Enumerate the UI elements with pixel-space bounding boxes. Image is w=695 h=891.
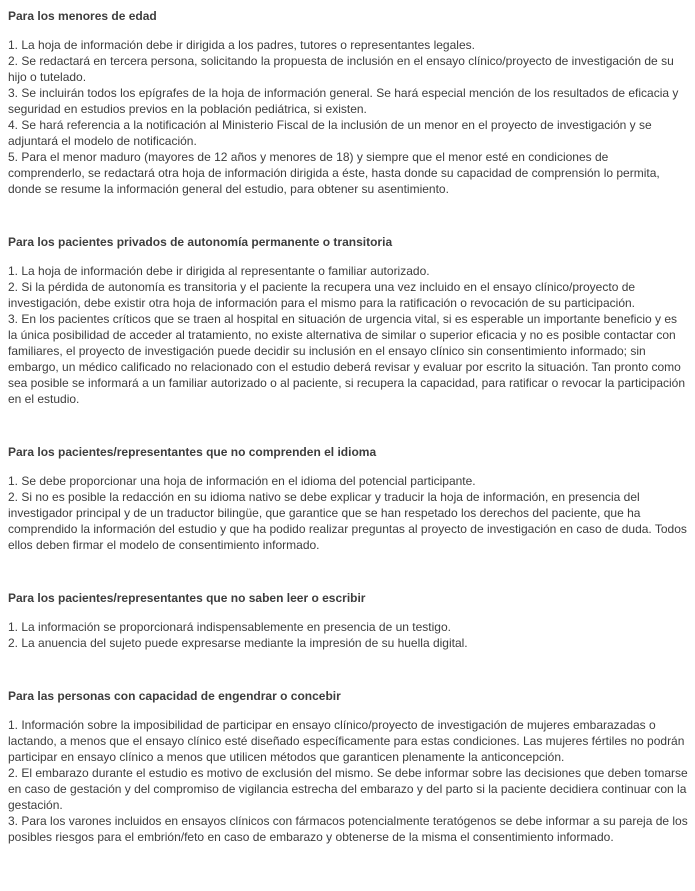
section-privados-de-autonomia xyxy=(8,234,688,407)
section-title: Para las personas con capacidad de engendrar o concebir xyxy=(8,689,341,703)
list-item: 2. El embarazo durante el estudio es motivo de exclusión del mismo. Se debe informar sobre las decisiones que deben tomarse en caso de gestación y del compromiso de vigilancia estrecha del embarazo y del parto si la paciente decidiera continuar con la gestación. xyxy=(8,766,688,812)
list-item: 3. Se incluirán todos los epígrafes de la hoja de información general. Se hará especial mención de los resultados de eficacia y seguridad en estudios previos en la población pediátrica, si existen. xyxy=(8,86,679,116)
list-item: 1. Se debe proporcionar una hoja de información en el idioma del potencial participante. xyxy=(8,474,476,488)
list-item: 2. La anuencia del sujeto puede expresarse mediante la impresión de su huella digital. xyxy=(8,636,468,650)
section-body xyxy=(8,473,688,553)
section-title: Para los pacientes/representantes que no comprenden el idioma xyxy=(8,445,377,459)
section-body xyxy=(8,619,688,651)
list-item: 2. Se redactará en tercera persona, solicitando la propuesta de inclusión en el ensayo clínico/proyecto de investigación de su hijo o tutelado. xyxy=(8,54,674,84)
list-item: 1. La hoja de información debe ir dirigida al representante o familiar autorizado. xyxy=(8,264,430,278)
section-menores-de-edad xyxy=(8,8,688,197)
list-item: 2. Si no es posible la redacción en su idioma nativo se debe explicar y traducir la hoja de información, en presencia del investigador principal y de un traductor bilingüe, que garantice que se han respetado los derechos del paciente, que ha comprendido la información del estudio y que ha podido realizar preguntas al proyecto de investigación en caso de duda. Todos ellos deben firmar el modelo de consentimiento informado. xyxy=(8,490,687,552)
section-title: Para los pacientes/representantes que no saben leer o escribir xyxy=(8,591,366,605)
list-item: 1. Información sobre la imposibilidad de participar en ensayo clínico/proyecto de investigación de mujeres embarazadas o lactando, a menos que el ensayo clínico esté diseñado específicamente para estas condiciones. Las mujeres fértiles no podrán participar en ensayo clínico a menos que utilicen métodos que garanticen plenamente la anticoncepción. xyxy=(8,718,685,764)
list-item: 3. Para los varones incluidos en ensayos clínicos con fármacos potencialmente teratógenos se debe informar a su pareja de los posibles riesgos para el embrión/feto en caso de embarazo y obtenerse de la misma el consentimiento informado. xyxy=(8,814,688,844)
section-no-comprenden-idioma xyxy=(8,444,688,553)
list-item: 2. Si la pérdida de autonomía es transitoria y el paciente la recupera una vez incluido en el ensayo clínico/proyecto de investigación, debe existir otra hoja de información para el mismo para la ratificación o revocación de su participación. xyxy=(8,280,636,310)
list-item: 5. Para el menor maduro (mayores de 12 años y menores de 18) y siempre que el menor esté en condiciones de comprenderlo, se redactará otra hoja de información dirigida a éste, hasta donde su capacidad de comprensión lo permita, donde se resume la información general del estudio, para obtener su asentimiento. xyxy=(8,150,660,196)
list-item: 1. La información se proporcionará indispensablemente en presencia de un testigo. xyxy=(8,620,451,634)
section-title: Para los pacientes privados de autonomía permanente o transitoria xyxy=(8,235,393,249)
section-capacidad-engendrar-concebir xyxy=(8,688,688,845)
list-item: 4. Se hará referencia a la notificación al Ministerio Fiscal de la inclusión de un menor en el proyecto de investigación y se adjuntará el modelo de notificación. xyxy=(8,118,652,148)
section-title: Para los menores de edad xyxy=(8,9,157,23)
section-no-saben-leer-escribir xyxy=(8,590,688,651)
list-item: 1. La hoja de información debe ir dirigida a los padres, tutores o representantes legales. xyxy=(8,38,475,52)
section-body xyxy=(8,717,688,845)
section-body xyxy=(8,37,688,197)
section-body xyxy=(8,263,688,407)
list-item: 3. En los pacientes críticos que se traen al hospital en situación de urgencia vital, si es esperable un importante beneficio y es la única posibilidad de acceder al tratamiento, no existe alternativa de similar o superior eficacia y no es posible contactar con familiares, el proyecto de investigación puede decidir su inclusión en el ensayo clínico sin consentimiento informado; sin embargo, un médico calificado no relacionado con el estudio deberá revisar y evaluar por escrito la situación. Tan pronto como sea posible se informará a un familiar autorizado o al paciente, si recupera la capacidad, para ratificar o revocar la participación en el estudio. xyxy=(8,312,686,406)
